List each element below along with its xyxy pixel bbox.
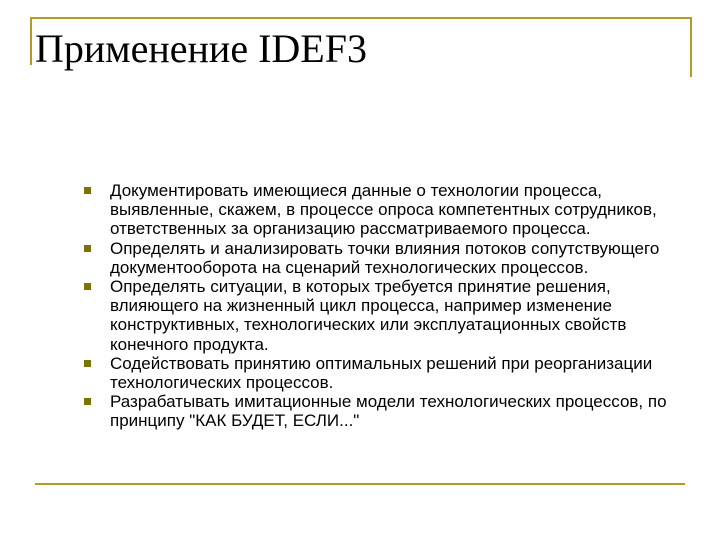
- left-rule: [30, 17, 32, 65]
- bullet-text: Определять ситуации, в которых требуется принятие решения, влияющего на жизненный цикл процесса, например изменение конструктивных, технологических или эксплуатационных свойств конечного продукта.: [110, 277, 627, 354]
- top-rule: [30, 17, 691, 19]
- list-item: [84, 392, 684, 430]
- square-bullet-icon: [84, 187, 91, 194]
- right-rule: [690, 17, 692, 77]
- bullet-text: Определять и анализировать точки влияния потоков сопутствующего документооборота на сценарий технологических процессов.: [110, 238, 660, 277]
- bottom-rule: [35, 483, 685, 485]
- bullet-text: Документировать имеющиеся данные о технологии процесса, выявленные, скажем, в процессе опроса компетентных сотрудников, ответственных за организацию рассматриваемого процесса.: [110, 181, 657, 239]
- square-bullet-icon: [84, 283, 91, 290]
- list-item: [84, 181, 684, 239]
- bullet-text: Содействовать принятию оптимальных решений при реорганизации технологических процессов.: [110, 353, 653, 393]
- bullet-text: Разрабатывать имитационные модели технологических процессов, по принципу "КАК БУДЕТ, ЕСЛИ...": [110, 392, 667, 431]
- slide-title: Применение IDEF3: [35, 26, 367, 71]
- list-item: [84, 354, 684, 392]
- bullet-list: [84, 181, 684, 431]
- list-item: [84, 239, 684, 277]
- square-bullet-icon: [84, 398, 91, 405]
- list-item: [84, 277, 684, 354]
- square-bullet-icon: [84, 360, 91, 367]
- square-bullet-icon: [84, 245, 91, 252]
